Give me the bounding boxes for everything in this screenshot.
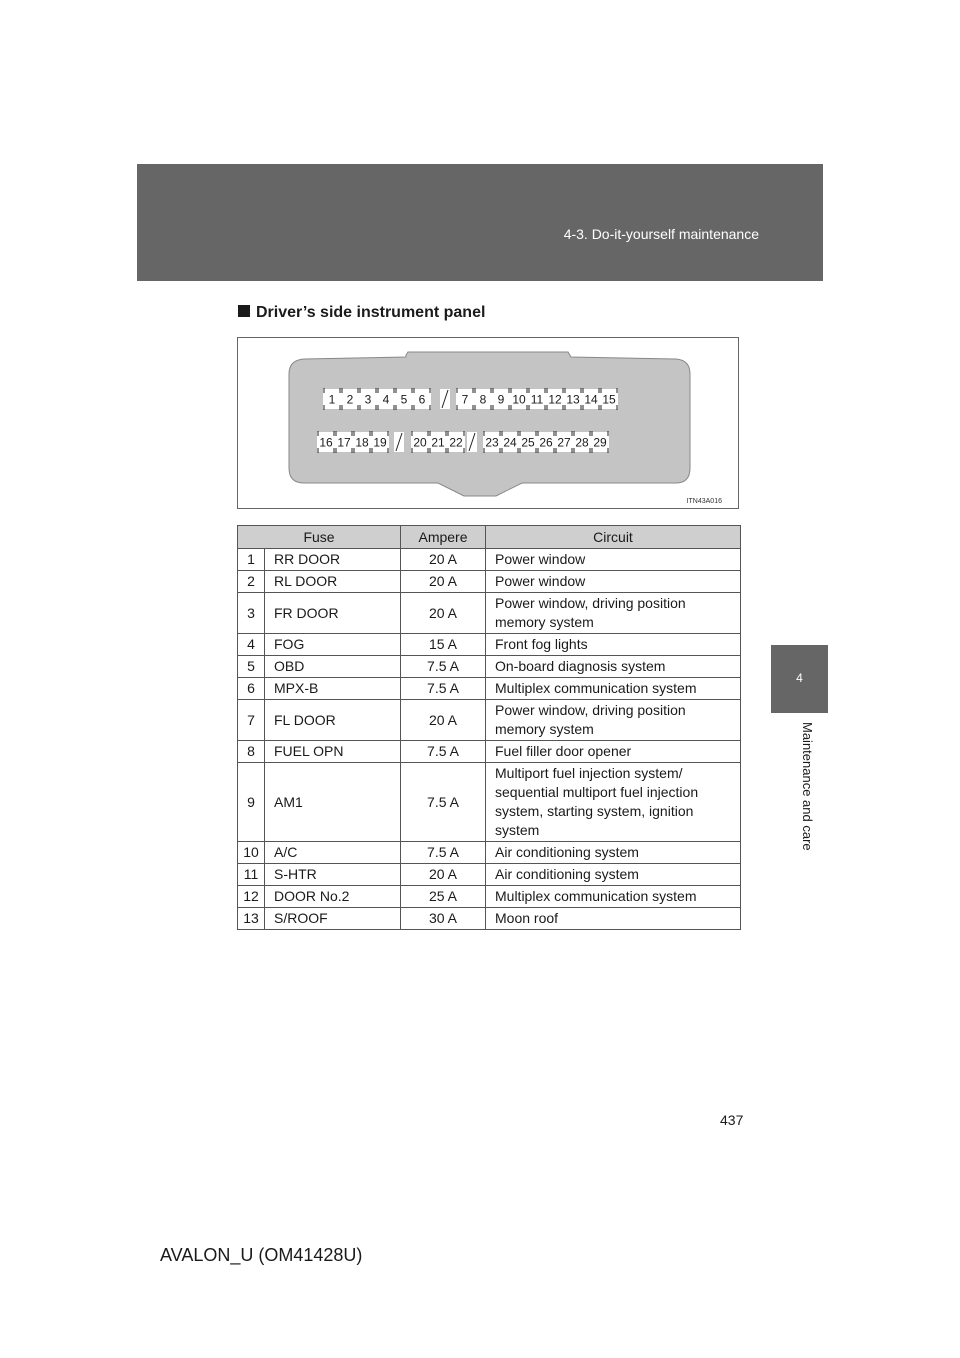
cell-amp: 7.5 A xyxy=(401,656,486,678)
table-row xyxy=(238,549,741,571)
fuse-slot xyxy=(555,431,573,453)
cell-circuit: Multiplex communication system xyxy=(486,886,741,908)
cell-amp: 20 A xyxy=(401,571,486,593)
cell-amp: 20 A xyxy=(401,864,486,886)
cell-name: S-HTR xyxy=(265,864,401,886)
fuse-slot xyxy=(501,431,519,453)
cell-circuit: Air conditioning system xyxy=(486,864,741,886)
fuse-number: 4 xyxy=(382,392,390,407)
cell-circuit: Front fog lights xyxy=(486,634,741,656)
cell-num: 7 xyxy=(238,700,265,741)
header-band xyxy=(137,164,823,281)
fuse-slot xyxy=(492,388,510,410)
cell-num: 6 xyxy=(238,678,265,700)
fuse-slot xyxy=(335,431,353,453)
square-bullet-icon xyxy=(238,305,250,317)
fuse-number: 16 xyxy=(319,435,333,450)
cell-amp: 7.5 A xyxy=(401,763,486,842)
fuse-number: 21 xyxy=(431,435,445,450)
cell-circuit: Moon roof xyxy=(486,908,741,930)
table-row xyxy=(238,886,741,908)
fuse-slot xyxy=(528,388,546,410)
fuse-slot xyxy=(474,388,492,410)
fuse-number: 3 xyxy=(364,392,372,407)
fuse-number: 25 xyxy=(521,435,535,450)
table-row xyxy=(238,656,741,678)
cell-amp: 25 A xyxy=(401,886,486,908)
cell-num: 13 xyxy=(238,908,265,930)
fuse-slot xyxy=(323,388,341,410)
table-row xyxy=(238,678,741,700)
cell-circuit: Air conditioning system xyxy=(486,842,741,864)
page-number: 437 xyxy=(720,1112,744,1128)
fuse-number: 18 xyxy=(355,435,369,450)
table-row xyxy=(238,908,741,930)
fuse-number: 26 xyxy=(539,435,553,450)
table-row xyxy=(238,700,741,741)
header-circuit: Circuit xyxy=(486,526,741,549)
fuse-slot xyxy=(582,388,600,410)
table-row xyxy=(238,571,741,593)
cell-name: MPX-B xyxy=(265,678,401,700)
cell-amp: 30 A xyxy=(401,908,486,930)
cell-num: 11 xyxy=(238,864,265,886)
cell-num: 12 xyxy=(238,886,265,908)
fuse-slot xyxy=(429,431,447,453)
fuse-number: 2 xyxy=(346,392,354,407)
cell-name: RL DOOR xyxy=(265,571,401,593)
cell-name: AM1 xyxy=(265,763,401,842)
header-ampere: Ampere xyxy=(401,526,486,549)
fuse-slot xyxy=(510,388,528,410)
fuse-slot xyxy=(546,388,564,410)
fuse-slot xyxy=(456,388,474,410)
table-row xyxy=(238,864,741,886)
fuse-number: 5 xyxy=(400,392,408,407)
fuse-slot xyxy=(519,431,537,453)
fuse-number: 17 xyxy=(337,435,351,450)
fuse-slot xyxy=(341,388,359,410)
fuse-row-bottom xyxy=(317,431,609,453)
fuse-number: 19 xyxy=(373,435,387,450)
fuse-number: 29 xyxy=(593,435,607,450)
cell-amp: 20 A xyxy=(401,700,486,741)
table-row xyxy=(238,593,741,634)
cell-circuit: Power window xyxy=(486,571,741,593)
cell-num: 8 xyxy=(238,741,265,763)
fuse-slot xyxy=(447,431,465,453)
fuse-slot xyxy=(395,388,413,410)
fuse-slot xyxy=(371,431,389,453)
cell-name: FR DOOR xyxy=(265,593,401,634)
cell-name: OBD xyxy=(265,656,401,678)
cell-amp: 20 A xyxy=(401,593,486,634)
cell-num: 2 xyxy=(238,571,265,593)
fuse-number: 10 xyxy=(512,392,526,407)
cell-name: FUEL OPN xyxy=(265,741,401,763)
cell-circuit: Power window xyxy=(486,549,741,571)
cell-amp: 7.5 A xyxy=(401,678,486,700)
cell-num: 3 xyxy=(238,593,265,634)
table-row xyxy=(238,763,741,842)
fuse-slot xyxy=(591,431,609,453)
fuse-number: 27 xyxy=(557,435,571,450)
table-header-row xyxy=(238,526,741,549)
cell-amp: 20 A xyxy=(401,549,486,571)
fuse-number: 22 xyxy=(449,435,463,450)
fuse-slot xyxy=(600,388,618,410)
fuse-row-top xyxy=(323,388,618,410)
cell-num: 10 xyxy=(238,842,265,864)
cell-circuit: On-board diagnosis system xyxy=(486,656,741,678)
fuse-number: 11 xyxy=(530,392,544,407)
cell-name: RR DOOR xyxy=(265,549,401,571)
chapter-number: 4 xyxy=(796,671,803,685)
figure-code: ITN43A016 xyxy=(686,498,722,505)
fuse-number: 1 xyxy=(328,392,336,407)
fuse-number: 28 xyxy=(575,435,589,450)
table-row xyxy=(238,741,741,763)
table-row xyxy=(238,634,741,656)
chapter-tab xyxy=(771,645,828,713)
cell-num: 5 xyxy=(238,656,265,678)
cell-amp: 7.5 A xyxy=(401,842,486,864)
fuse-number: 23 xyxy=(485,435,499,450)
fuse-table xyxy=(237,525,741,930)
fuse-number: 15 xyxy=(602,392,616,407)
cell-circuit: Multiplex communication system xyxy=(486,678,741,700)
section-title: 4-3. Do-it-yourself maintenance xyxy=(563,226,759,242)
fuse-table-body xyxy=(238,549,741,930)
fuse-number: 20 xyxy=(413,435,427,450)
document-code: AVALON_U (OM41428U) xyxy=(160,1245,363,1265)
fuse-slot xyxy=(537,431,555,453)
cell-name: A/C xyxy=(265,842,401,864)
fuse-number: 8 xyxy=(479,392,487,407)
fuse-slot xyxy=(317,431,335,453)
fuse-number: 12 xyxy=(548,392,562,407)
fuse-slot xyxy=(483,431,501,453)
cell-circuit: Multiport fuel injection system/ sequential multiport fuel injection system, starting system, ignition system xyxy=(486,763,741,842)
cell-num: 9 xyxy=(238,763,265,842)
fuse-number: 9 xyxy=(497,392,505,407)
fuse-box-drawing xyxy=(238,338,740,510)
cell-circuit: Fuel filler door opener xyxy=(486,741,741,763)
cell-name: S/ROOF xyxy=(265,908,401,930)
cell-amp: 7.5 A xyxy=(401,741,486,763)
cell-num: 4 xyxy=(238,634,265,656)
fuse-number: 13 xyxy=(566,392,580,407)
fuse-slot xyxy=(359,388,377,410)
fuse-number: 7 xyxy=(461,392,469,407)
table-row xyxy=(238,842,741,864)
cell-circuit: Power window, driving position memory system xyxy=(486,593,741,634)
heading-text: Driver’s side instrument panel xyxy=(256,304,486,321)
fuse-slot xyxy=(377,388,395,410)
fuse-number: 24 xyxy=(503,435,517,450)
fuse-slot xyxy=(413,388,431,410)
fuse-box-outline xyxy=(289,352,690,496)
fuse-slot xyxy=(573,431,591,453)
cell-name: FOG xyxy=(265,634,401,656)
fuse-number: 6 xyxy=(418,392,426,407)
cell-num: 1 xyxy=(238,549,265,571)
fuse-box-diagram xyxy=(237,337,739,509)
header-fuse: Fuse xyxy=(238,526,401,549)
fuse-number: 14 xyxy=(584,392,598,407)
cell-circuit: Power window, driving position memory system xyxy=(486,700,741,741)
cell-name: FL DOOR xyxy=(265,700,401,741)
section-heading xyxy=(238,304,485,322)
cell-amp: 15 A xyxy=(401,634,486,656)
cell-name: DOOR No.2 xyxy=(265,886,401,908)
fuse-slot xyxy=(564,388,582,410)
fuse-slot xyxy=(353,431,371,453)
chapter-label: Maintenance and care xyxy=(800,722,815,851)
fuse-slot xyxy=(411,431,429,453)
